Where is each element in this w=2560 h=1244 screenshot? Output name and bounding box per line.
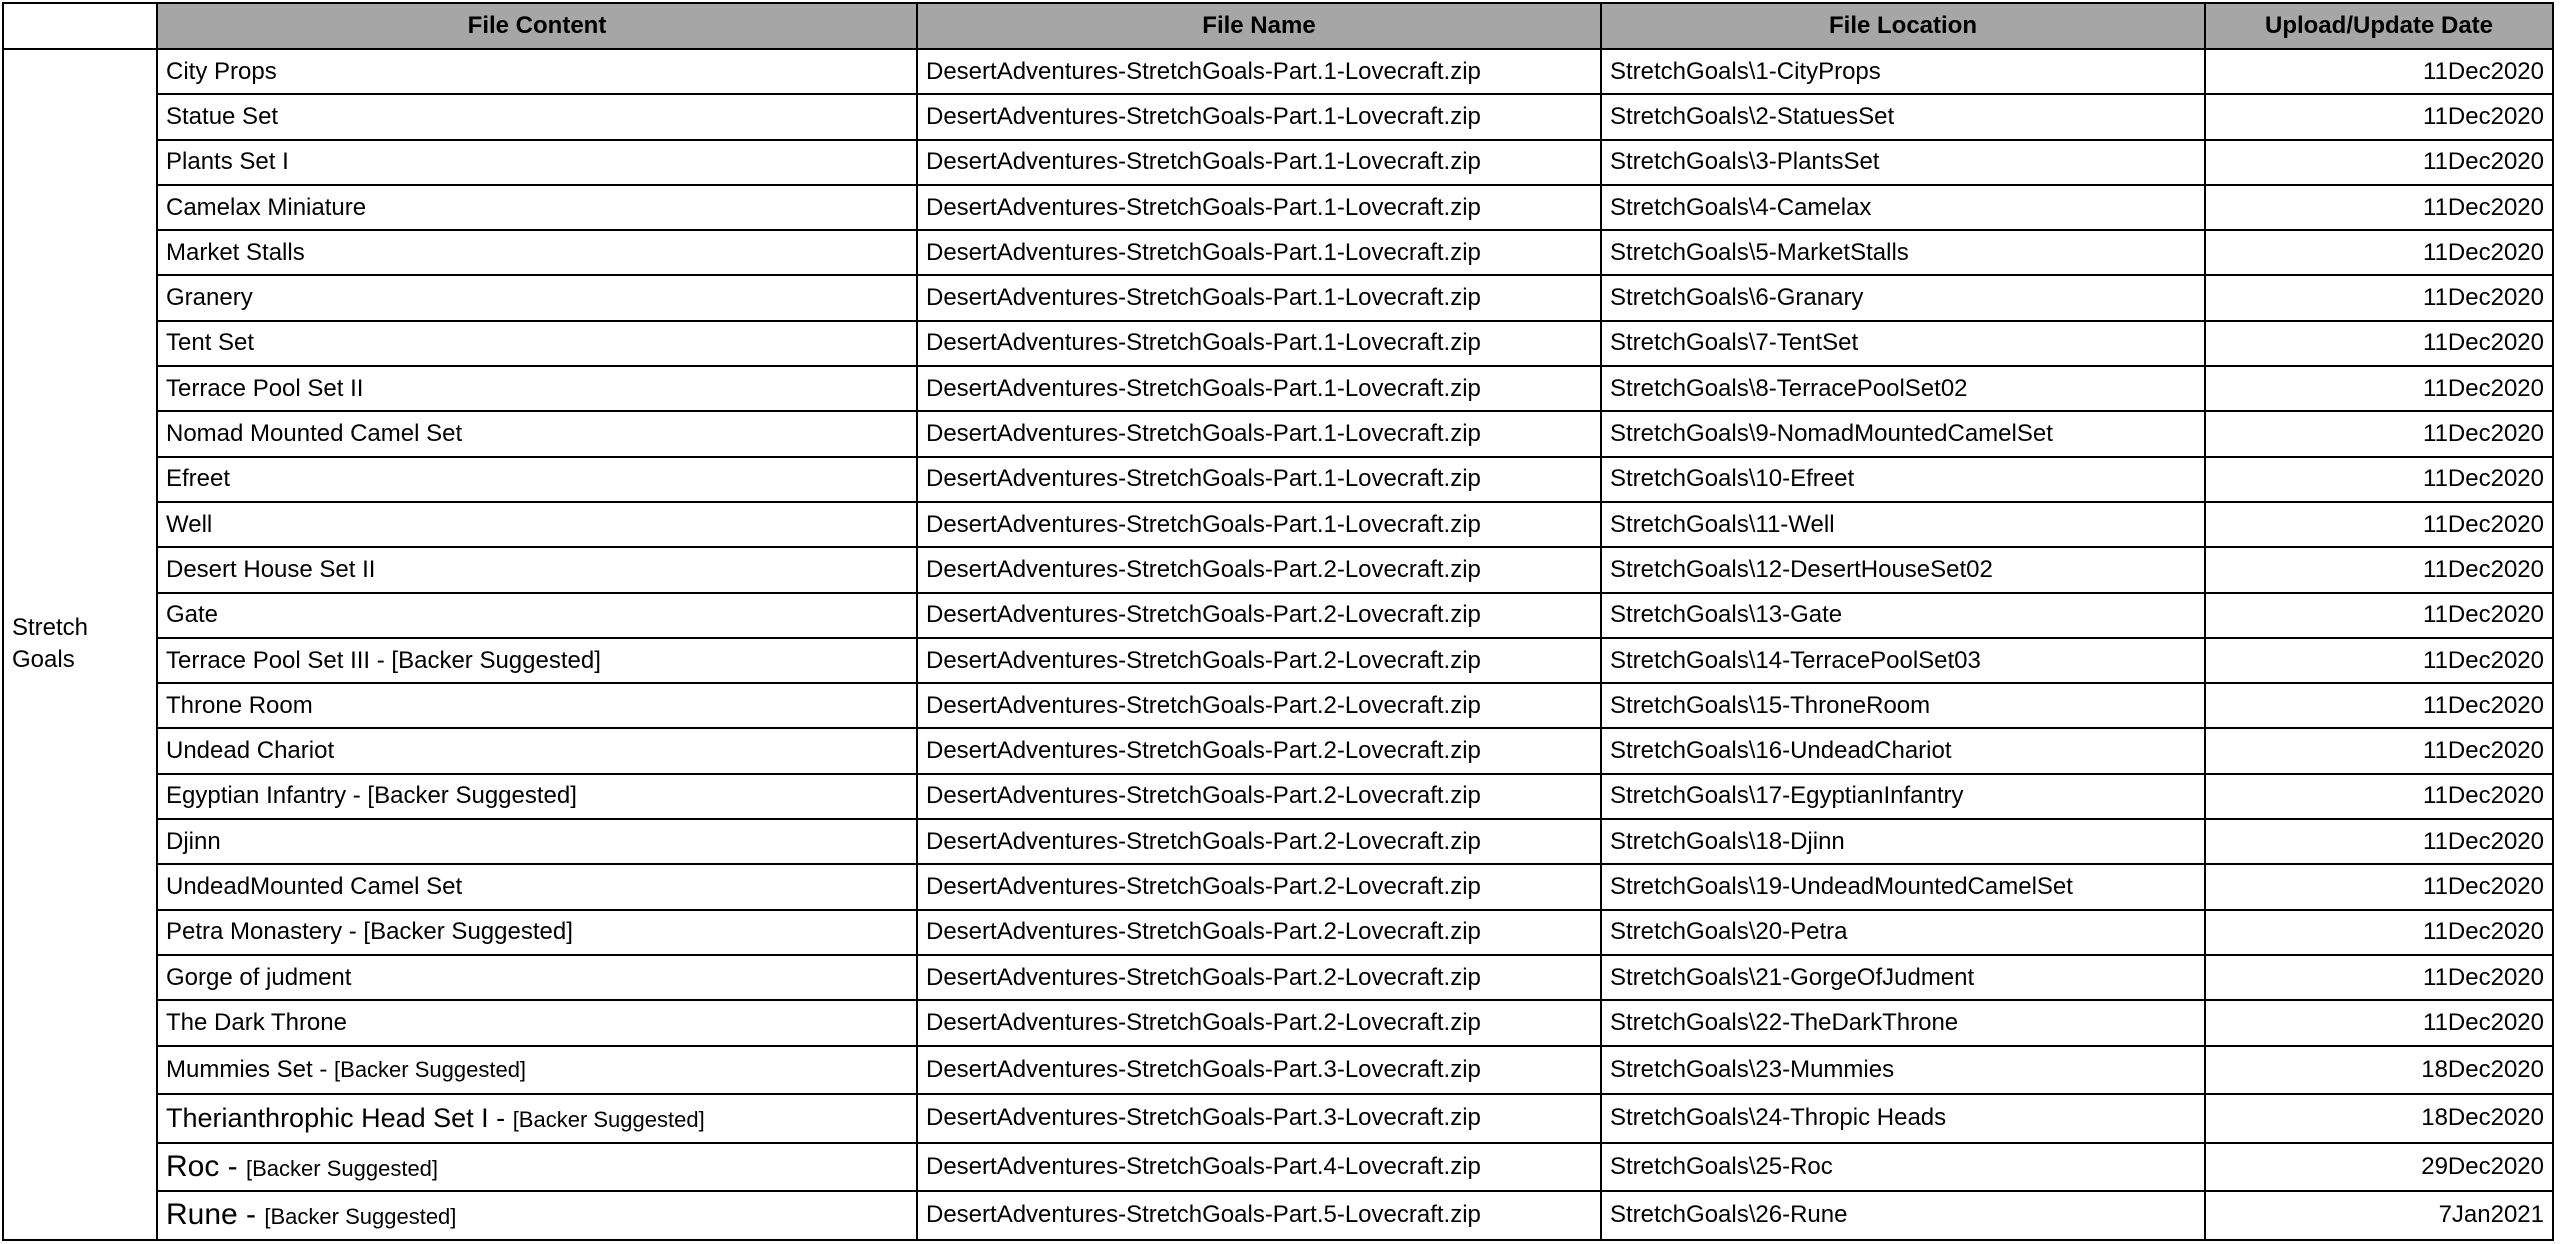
cell-file-content: Undead Chariot	[157, 728, 917, 773]
table-row	[3, 638, 2553, 683]
cell-file-name: DesertAdventures-StretchGoals-Part.2-Lovecraft.zip	[917, 638, 1601, 683]
table-row	[3, 774, 2553, 819]
cell-file-name: DesertAdventures-StretchGoals-Part.2-Lovecraft.zip	[917, 547, 1601, 592]
cell-file-location: StretchGoals\5-MarketStalls	[1601, 230, 2205, 275]
cell-file-content	[157, 1191, 917, 1240]
cell-file-location: StretchGoals\3-PlantsSet	[1601, 140, 2205, 185]
cell-file-location: StretchGoals\1-CityProps	[1601, 49, 2205, 94]
content-main-text: Roc -	[166, 1149, 247, 1183]
table-body	[3, 49, 2553, 1240]
cell-upload-date: 11Dec2020	[2205, 638, 2553, 683]
cell-upload-date: 11Dec2020	[2205, 321, 2553, 366]
cell-file-location: StretchGoals\26-Rune	[1601, 1191, 2205, 1240]
group-label: Stretch Goals	[3, 49, 157, 1240]
table-row	[3, 1000, 2553, 1045]
header-file-content: File Content	[157, 3, 917, 49]
cell-file-name: DesertAdventures-StretchGoals-Part.1-Lovecraft.zip	[917, 457, 1601, 502]
cell-file-location: StretchGoals\7-TentSet	[1601, 321, 2205, 366]
table-row	[3, 94, 2553, 139]
table-row	[3, 910, 2553, 955]
cell-file-name: DesertAdventures-StretchGoals-Part.1-Lovecraft.zip	[917, 275, 1601, 320]
cell-file-content: Efreet	[157, 457, 917, 502]
cell-file-location: StretchGoals\14-TerracePoolSet03	[1601, 638, 2205, 683]
cell-file-content: Camelax Miniature	[157, 185, 917, 230]
table-row	[3, 502, 2553, 547]
cell-file-location: StretchGoals\15-ThroneRoom	[1601, 683, 2205, 728]
cell-file-content: The Dark Throne	[157, 1000, 917, 1045]
cell-upload-date: 11Dec2020	[2205, 728, 2553, 773]
cell-file-location: StretchGoals\13-Gate	[1601, 593, 2205, 638]
cell-file-location: StretchGoals\25-Roc	[1601, 1143, 2205, 1192]
cell-file-location: StretchGoals\18-Djinn	[1601, 819, 2205, 864]
table-row	[3, 185, 2553, 230]
cell-file-content	[157, 1143, 917, 1192]
cell-file-content: Gate	[157, 593, 917, 638]
cell-file-content: Plants Set I	[157, 140, 917, 185]
cell-upload-date: 11Dec2020	[2205, 230, 2553, 275]
table-row	[3, 275, 2553, 320]
table-row	[3, 140, 2553, 185]
cell-file-name: DesertAdventures-StretchGoals-Part.1-Lovecraft.zip	[917, 49, 1601, 94]
cell-file-content	[157, 1094, 917, 1143]
backer-suggested-tag: [Backer Suggested]	[246, 1155, 439, 1181]
cell-file-name: DesertAdventures-StretchGoals-Part.1-Lovecraft.zip	[917, 502, 1601, 547]
cell-file-name: DesertAdventures-StretchGoals-Part.2-Lovecraft.zip	[917, 593, 1601, 638]
cell-file-location: StretchGoals\17-EgyptianInfantry	[1601, 774, 2205, 819]
cell-file-name: DesertAdventures-StretchGoals-Part.3-Lovecraft.zip	[917, 1046, 1601, 1095]
header-file-name: File Name	[917, 3, 1601, 49]
cell-upload-date: 11Dec2020	[2205, 275, 2553, 320]
cell-file-location: StretchGoals\6-Granary	[1601, 275, 2205, 320]
cell-file-content: Market Stalls	[157, 230, 917, 275]
file-table	[2, 2, 2554, 1241]
cell-file-name: DesertAdventures-StretchGoals-Part.3-Lovecraft.zip	[917, 1094, 1601, 1143]
cell-file-location: StretchGoals\8-TerracePoolSet02	[1601, 366, 2205, 411]
cell-upload-date: 11Dec2020	[2205, 1000, 2553, 1045]
cell-upload-date: 11Dec2020	[2205, 457, 2553, 502]
cell-file-name: DesertAdventures-StretchGoals-Part.1-Lovecraft.zip	[917, 411, 1601, 456]
cell-file-content: UndeadMounted Camel Set	[157, 864, 917, 909]
table-row	[3, 955, 2553, 1000]
cell-file-content: Djinn	[157, 819, 917, 864]
cell-upload-date: 11Dec2020	[2205, 49, 2553, 94]
table-row	[3, 1143, 2553, 1192]
cell-file-content: Nomad Mounted Camel Set	[157, 411, 917, 456]
cell-file-name: DesertAdventures-StretchGoals-Part.2-Lovecraft.zip	[917, 774, 1601, 819]
cell-file-location: StretchGoals\23-Mummies	[1601, 1046, 2205, 1095]
cell-file-name: DesertAdventures-StretchGoals-Part.1-Lovecraft.zip	[917, 230, 1601, 275]
cell-upload-date: 18Dec2020	[2205, 1046, 2553, 1095]
table-row	[3, 230, 2553, 275]
cell-file-location: StretchGoals\2-StatuesSet	[1601, 94, 2205, 139]
cell-file-name: DesertAdventures-StretchGoals-Part.2-Lovecraft.zip	[917, 683, 1601, 728]
cell-upload-date: 11Dec2020	[2205, 94, 2553, 139]
table-row	[3, 864, 2553, 909]
cell-file-content: Tent Set	[157, 321, 917, 366]
header-row	[3, 3, 2553, 49]
backer-suggested-tag: [Backer Suggested]	[264, 1204, 457, 1230]
cell-upload-date: 11Dec2020	[2205, 185, 2553, 230]
cell-file-location: StretchGoals\22-TheDarkThrone	[1601, 1000, 2205, 1045]
header-file-location: File Location	[1601, 3, 2205, 49]
cell-file-location: StretchGoals\19-UndeadMountedCamelSet	[1601, 864, 2205, 909]
cell-upload-date: 11Dec2020	[2205, 819, 2553, 864]
backer-suggested-tag: [Backer Suggested]	[334, 1056, 527, 1082]
cell-file-content: Well	[157, 502, 917, 547]
content-main-text: Therianthrophic Head Set I -	[166, 1102, 513, 1133]
header-upload-date: Upload/Update Date	[2205, 3, 2553, 49]
table-row	[3, 593, 2553, 638]
cell-file-name: DesertAdventures-StretchGoals-Part.1-Lovecraft.zip	[917, 140, 1601, 185]
table-row	[3, 49, 2553, 94]
cell-file-content: Throne Room	[157, 683, 917, 728]
cell-file-location: StretchGoals\20-Petra	[1601, 910, 2205, 955]
cell-upload-date: 11Dec2020	[2205, 502, 2553, 547]
cell-upload-date: 11Dec2020	[2205, 366, 2553, 411]
table-row	[3, 1094, 2553, 1143]
table-row	[3, 728, 2553, 773]
cell-file-location: StretchGoals\9-NomadMountedCamelSet	[1601, 411, 2205, 456]
cell-file-location: StretchGoals\21-GorgeOfJudment	[1601, 955, 2205, 1000]
cell-file-content: Terrace Pool Set II	[157, 366, 917, 411]
cell-file-name: DesertAdventures-StretchGoals-Part.1-Lovecraft.zip	[917, 94, 1601, 139]
table-row	[3, 819, 2553, 864]
table-row	[3, 1191, 2553, 1240]
table-row	[3, 547, 2553, 592]
cell-file-name: DesertAdventures-StretchGoals-Part.4-Lovecraft.zip	[917, 1143, 1601, 1192]
cell-file-content: Egyptian Infantry - [Backer Suggested]	[157, 774, 917, 819]
header-group	[3, 3, 157, 49]
table-row	[3, 366, 2553, 411]
table-row	[3, 411, 2553, 456]
cell-upload-date: 11Dec2020	[2205, 593, 2553, 638]
cell-file-name: DesertAdventures-StretchGoals-Part.2-Lovecraft.zip	[917, 864, 1601, 909]
cell-file-location: StretchGoals\10-Efreet	[1601, 457, 2205, 502]
cell-file-content: Terrace Pool Set III - [Backer Suggested]	[157, 638, 917, 683]
cell-upload-date: 11Dec2020	[2205, 140, 2553, 185]
cell-upload-date: 11Dec2020	[2205, 411, 2553, 456]
table-row	[3, 321, 2553, 366]
cell-file-name: DesertAdventures-StretchGoals-Part.1-Lovecraft.zip	[917, 321, 1601, 366]
cell-upload-date: 7Jan2021	[2205, 1191, 2553, 1240]
cell-upload-date: 11Dec2020	[2205, 864, 2553, 909]
cell-file-content	[157, 1046, 917, 1095]
cell-file-name: DesertAdventures-StretchGoals-Part.1-Lovecraft.zip	[917, 185, 1601, 230]
cell-file-name: DesertAdventures-StretchGoals-Part.2-Lovecraft.zip	[917, 728, 1601, 773]
content-main-text: Mummies Set -	[166, 1055, 335, 1083]
cell-file-location: StretchGoals\4-Camelax	[1601, 185, 2205, 230]
cell-file-content: Statue Set	[157, 94, 917, 139]
cell-file-name: DesertAdventures-StretchGoals-Part.2-Lovecraft.zip	[917, 1000, 1601, 1045]
cell-upload-date: 18Dec2020	[2205, 1094, 2553, 1143]
cell-file-content: Granery	[157, 275, 917, 320]
cell-file-location: StretchGoals\11-Well	[1601, 502, 2205, 547]
cell-file-name: DesertAdventures-StretchGoals-Part.1-Lovecraft.zip	[917, 366, 1601, 411]
cell-upload-date: 11Dec2020	[2205, 955, 2553, 1000]
cell-file-name: DesertAdventures-StretchGoals-Part.2-Lovecraft.zip	[917, 819, 1601, 864]
cell-file-name: DesertAdventures-StretchGoals-Part.2-Lovecraft.zip	[917, 910, 1601, 955]
cell-upload-date: 29Dec2020	[2205, 1143, 2553, 1192]
table-row	[3, 457, 2553, 502]
cell-upload-date: 11Dec2020	[2205, 683, 2553, 728]
cell-file-content: City Props	[157, 49, 917, 94]
table-row	[3, 683, 2553, 728]
cell-upload-date: 11Dec2020	[2205, 774, 2553, 819]
cell-file-location: StretchGoals\24-Thropic Heads	[1601, 1094, 2205, 1143]
cell-file-location: StretchGoals\16-UndeadChariot	[1601, 728, 2205, 773]
cell-file-content: Petra Monastery - [Backer Suggested]	[157, 910, 917, 955]
cell-file-location: StretchGoals\12-DesertHouseSet02	[1601, 547, 2205, 592]
backer-suggested-tag: [Backer Suggested]	[512, 1106, 705, 1132]
cell-file-content: Desert House Set II	[157, 547, 917, 592]
content-main-text: Rune -	[166, 1198, 265, 1232]
table-row	[3, 1046, 2553, 1095]
cell-file-name: DesertAdventures-StretchGoals-Part.2-Lovecraft.zip	[917, 955, 1601, 1000]
cell-file-content: Gorge of judment	[157, 955, 917, 1000]
cell-upload-date: 11Dec2020	[2205, 547, 2553, 592]
cell-file-name: DesertAdventures-StretchGoals-Part.5-Lovecraft.zip	[917, 1191, 1601, 1240]
cell-upload-date: 11Dec2020	[2205, 910, 2553, 955]
